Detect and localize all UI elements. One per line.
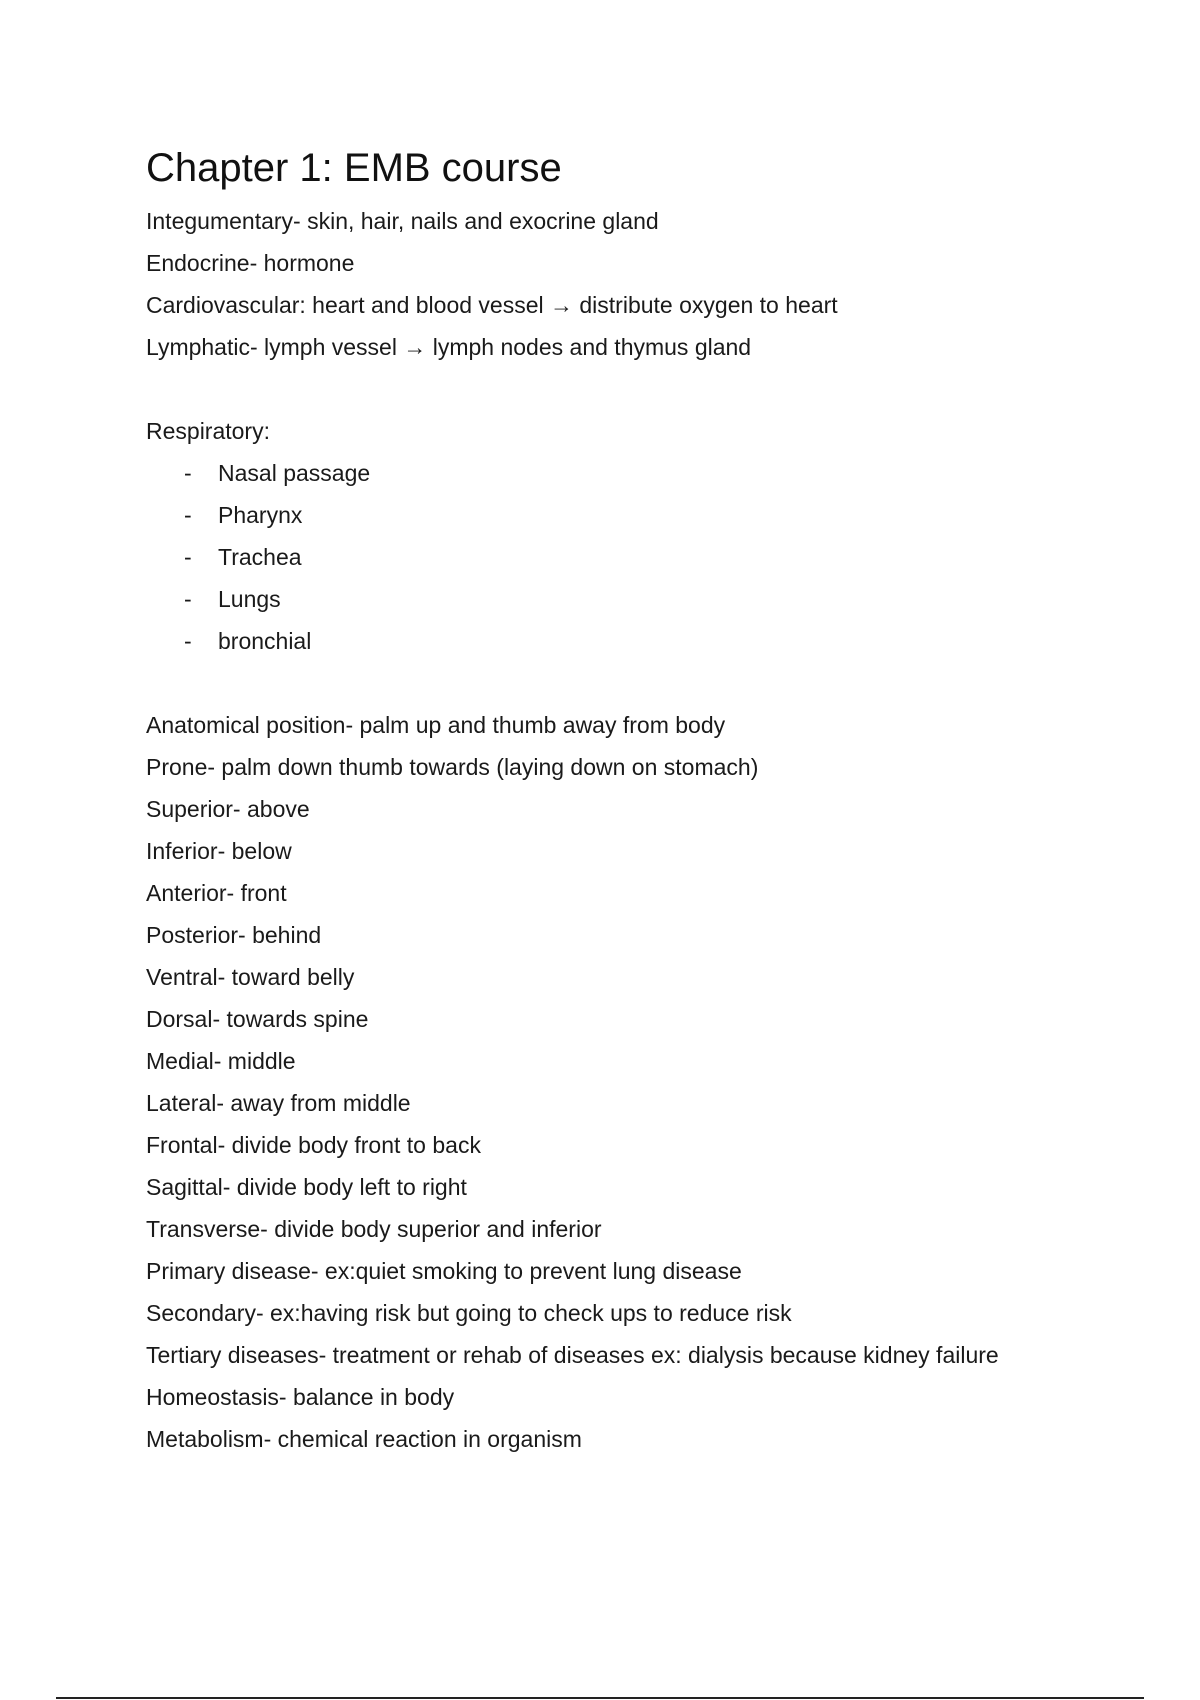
dash-bullet: -	[184, 586, 192, 612]
term-line: Dorsal- towards spine	[146, 1006, 369, 1032]
list-item-label: bronchial	[218, 628, 312, 654]
term-line: Medial- middle	[146, 1048, 296, 1074]
term-line: Prone- palm down thumb towards (laying down on stomach)	[146, 754, 759, 780]
term-line: Inferior- below	[146, 838, 292, 864]
dash-bullet: -	[184, 460, 192, 486]
list-item	[146, 578, 1106, 620]
term-line: Frontal- divide body front to back	[146, 1132, 481, 1158]
dash-bullet: -	[184, 544, 192, 570]
list-item-label: Trachea	[218, 544, 302, 570]
list-item	[146, 620, 1106, 662]
respiratory-section	[146, 410, 1106, 662]
term-line: Primary disease- ex:quiet smoking to prevent lung disease	[146, 1258, 742, 1284]
term-line: Ventral- toward belly	[146, 964, 355, 990]
page-title: Chapter 1: EMB course	[146, 146, 562, 190]
term-line: Superior- above	[146, 796, 310, 822]
list-item	[146, 536, 1106, 578]
page-bottom-rule	[56, 1697, 1144, 1699]
note-line: Integumentary- skin, hair, nails and exocrine gland	[146, 208, 659, 234]
note-line: Endocrine- hormone	[146, 250, 355, 276]
term-line: Homeostasis- balance in body	[146, 1384, 455, 1410]
respiratory-list	[146, 452, 1106, 662]
terms-section	[146, 704, 1106, 1460]
spacer	[146, 662, 1106, 704]
note-line: Lymphatic- lymph vessel → lymph nodes and thymus gland	[146, 334, 752, 360]
list-item-label: Lungs	[218, 586, 281, 612]
section-heading: Respiratory:	[146, 418, 270, 444]
term-line: Posterior- behind	[146, 922, 322, 948]
term-line: Tertiary diseases- treatment or rehab of diseases ex: dialysis because kidney failure	[146, 1342, 999, 1368]
list-item-label: Pharynx	[218, 502, 303, 528]
spacer	[146, 368, 1106, 410]
document-page	[146, 140, 1106, 1460]
term-line: Secondary- ex:having risk but going to check ups to reduce risk	[146, 1300, 792, 1326]
term-line: Anatomical position- palm up and thumb away from body	[146, 712, 726, 738]
term-line: Transverse- divide body superior and inferior	[146, 1216, 602, 1242]
list-item	[146, 494, 1106, 536]
list-item-label: Nasal passage	[218, 460, 371, 486]
term-line: Anterior- front	[146, 880, 287, 906]
dash-bullet: -	[184, 502, 192, 528]
systems-section	[146, 200, 1106, 368]
term-line: Lateral- away from middle	[146, 1090, 411, 1116]
dash-bullet: -	[184, 628, 192, 654]
list-item	[146, 452, 1106, 494]
note-line: Cardiovascular: heart and blood vessel → distribute oxygen to heart	[146, 292, 838, 318]
term-line: Sagittal- divide body left to right	[146, 1174, 467, 1200]
term-line: Metabolism- chemical reaction in organism	[146, 1426, 582, 1452]
